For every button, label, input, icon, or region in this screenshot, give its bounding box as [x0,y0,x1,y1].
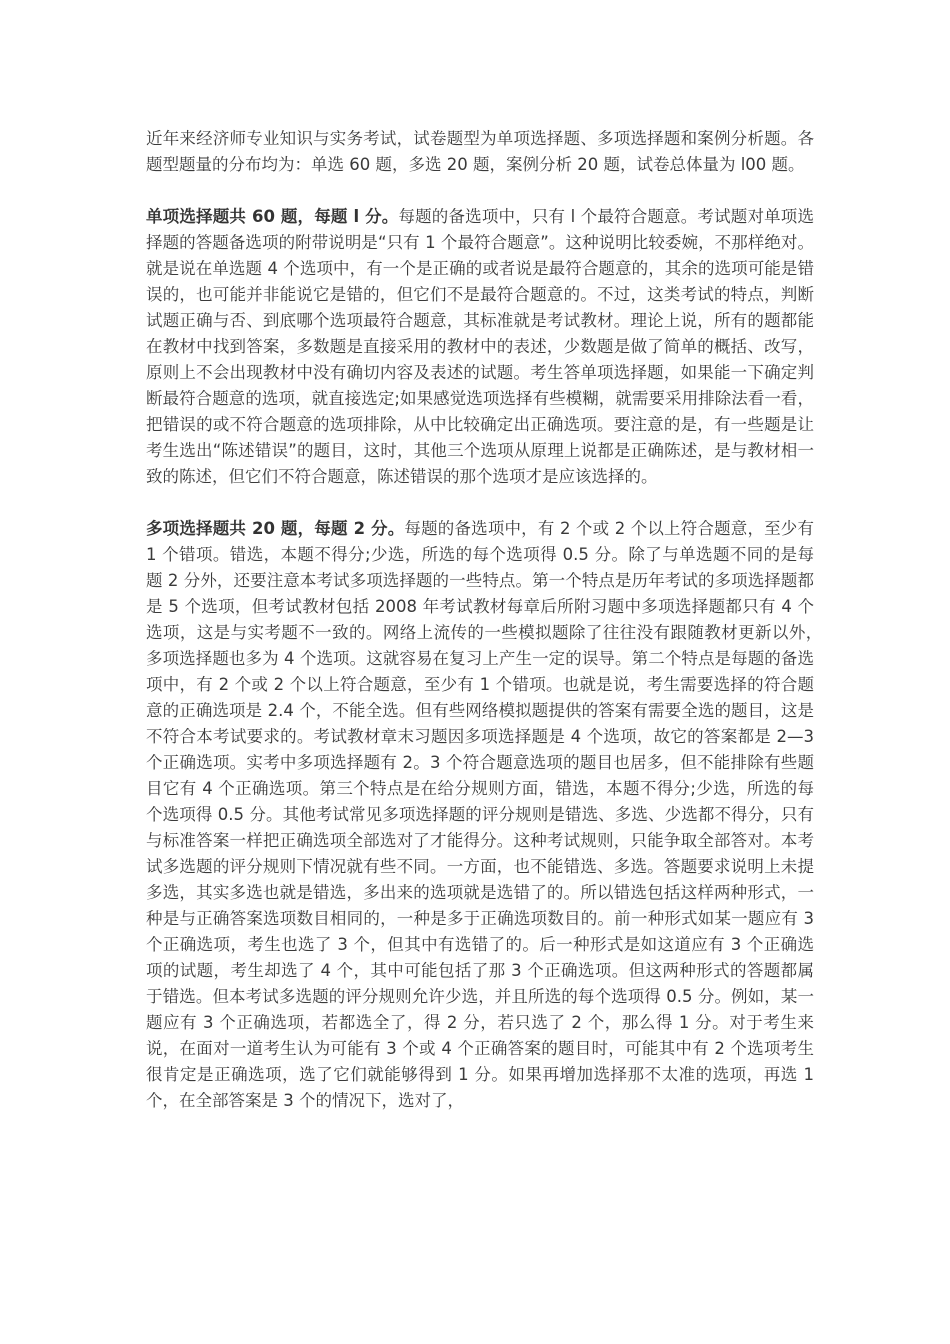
intro-paragraph [146,126,814,178]
single-choice-text: 每题的备选项中，只有 l 个最符合题意。考试题对单项选择题的答题备选项的附带说明是“只有 1 个最符合题意”。这种说明比较委婉，不那样绝对。就是说在单选题 4 个选项中，有一个是正确的或者说是最符合题意的，其余的选项可能是错误的，也可能并非能说它是错的，但它们不是最符合题意的。不过，这类考试的特点，判断试题正确与否、到底哪个选项最符合题意，其标准就是考试教材。理论上说，所有的题都能在教材中找到答案，多数题是直接采用的教材中的表述，少数题是做了简单的概括、改写，原则上不会出现教材中没有确切内容及表述的试题。考生答单项选择题，如果能一下确定判断最符合题意的选项，就直接选定;如果感觉选项选择有些模糊，就需要采用排除法看一看，把错误的或不符合题意的选项排除，从中比较确定出正确选项。要注意的是，有一些题是让考生选出“陈述错误”的题目，这时，其他三个选项从原理上说都是正确陈述，是与教材相一致的陈述，但它们不符合题意，陈述错误的那个选项才是应该选择的。 [146,207,814,486]
document-body [146,126,831,1140]
intro-paragraph-text: 近年来经济师专业知识与实务考试，试卷题型为单项选择题、多项选择题和案例分析题。各题型题量的分布均为：单选 60 题，多选 20 题，案例分析 20 题，试卷总体量为 l00 题。 [146,129,814,174]
multiple-choice-text: 每题的备选项中，有 2 个或 2 个以上符合题意，至少有 1 个错项。错选，本题不得分;少选，所选的每个选项得 0.5 分。除了与单选题不同的是每题 2 分外，还要注意本考试多项选择题的一些特点。第一个特点是历年考试的多项选择题都是 5 个选项，但考试教材包括 2008 年考试教材每章后所附习题中多项选择题都只有 4 个选项，这是与实考题不一致的。网络上流传的一些模拟题除了往往没有跟随教材更新以外， 多项选择题也多为 4 个选项。这就容易在复习上产生一定的误导。第二个特点是每题的备选项中，有 2 个或 2 个以上符合题意，至少有 1 个错项。也就是说，考生需要选择的符合题意的正确选项是 2.4 个，不能全选。但有些网络模拟题提供的答案有需要全选的题目，这是不符合本考试要求的。考试教材章末习题因多项选择题是 4 个选项，故它的答案都是 2—3 个正确选项。实考中多项选择题有 2。3 个符合题意选项的题目也居多，但不能排除有些题目它有 4 个正确选项。第三个特点是在给分规则方面，错选，本题不得分;少选，所选的每个选项得 0.5 分。其他考试常见多项选择题的评分规则是错选、多选、少选都不得分，只有与标准答案一样把正确选项全部选对了才能得分。这种考试规则，只能争取全部答对。本考试多选题的评分规则下情况就有些不同。一方面，也不能错选、多选。答题要求说明上未提多选，其实多选也就是错选，多出来的选项就是选错了的。所以错选包括这样两种形式，一种是与正确答案选项数目相同的，一种是多于正确选项数目的。前一种形式如某一题应有 3 个正确选项，考生也选了 3 个，但其中有选错了的。后一种形式是如这道应有 3 个正确选项的试题，考生却选了 4 个，其中可能包括了那 3 个正确选项。但这两种形式的答题都属于错选。但本考试多选题的评分规则允许少选，并且所选的每个选项得 0.5 分。例如，某一题应有 3 个正确选项，若都选全了，得 2 分，若只选了 2 个，那么得 1 分。对于考生来说，在面对一道考生认为可能有 3 个或 4 个正确答案的题目时，可能其中有 2 个选项考生很肯定是正确选项，选了它们就能够得到 1 分。如果再增加选择那不太准的选项，再选 1 个，在全部答案是 3 个的情况下，选对了， [146,519,831,1110]
multiple-choice-paragraph [146,516,831,1114]
multiple-choice-heading: 多项选择题共 20 题，每题 2 分。 [146,519,405,538]
single-choice-heading: 单项选择题共 60 题，每题 l 分。 [146,207,399,226]
single-choice-paragraph [146,204,814,490]
